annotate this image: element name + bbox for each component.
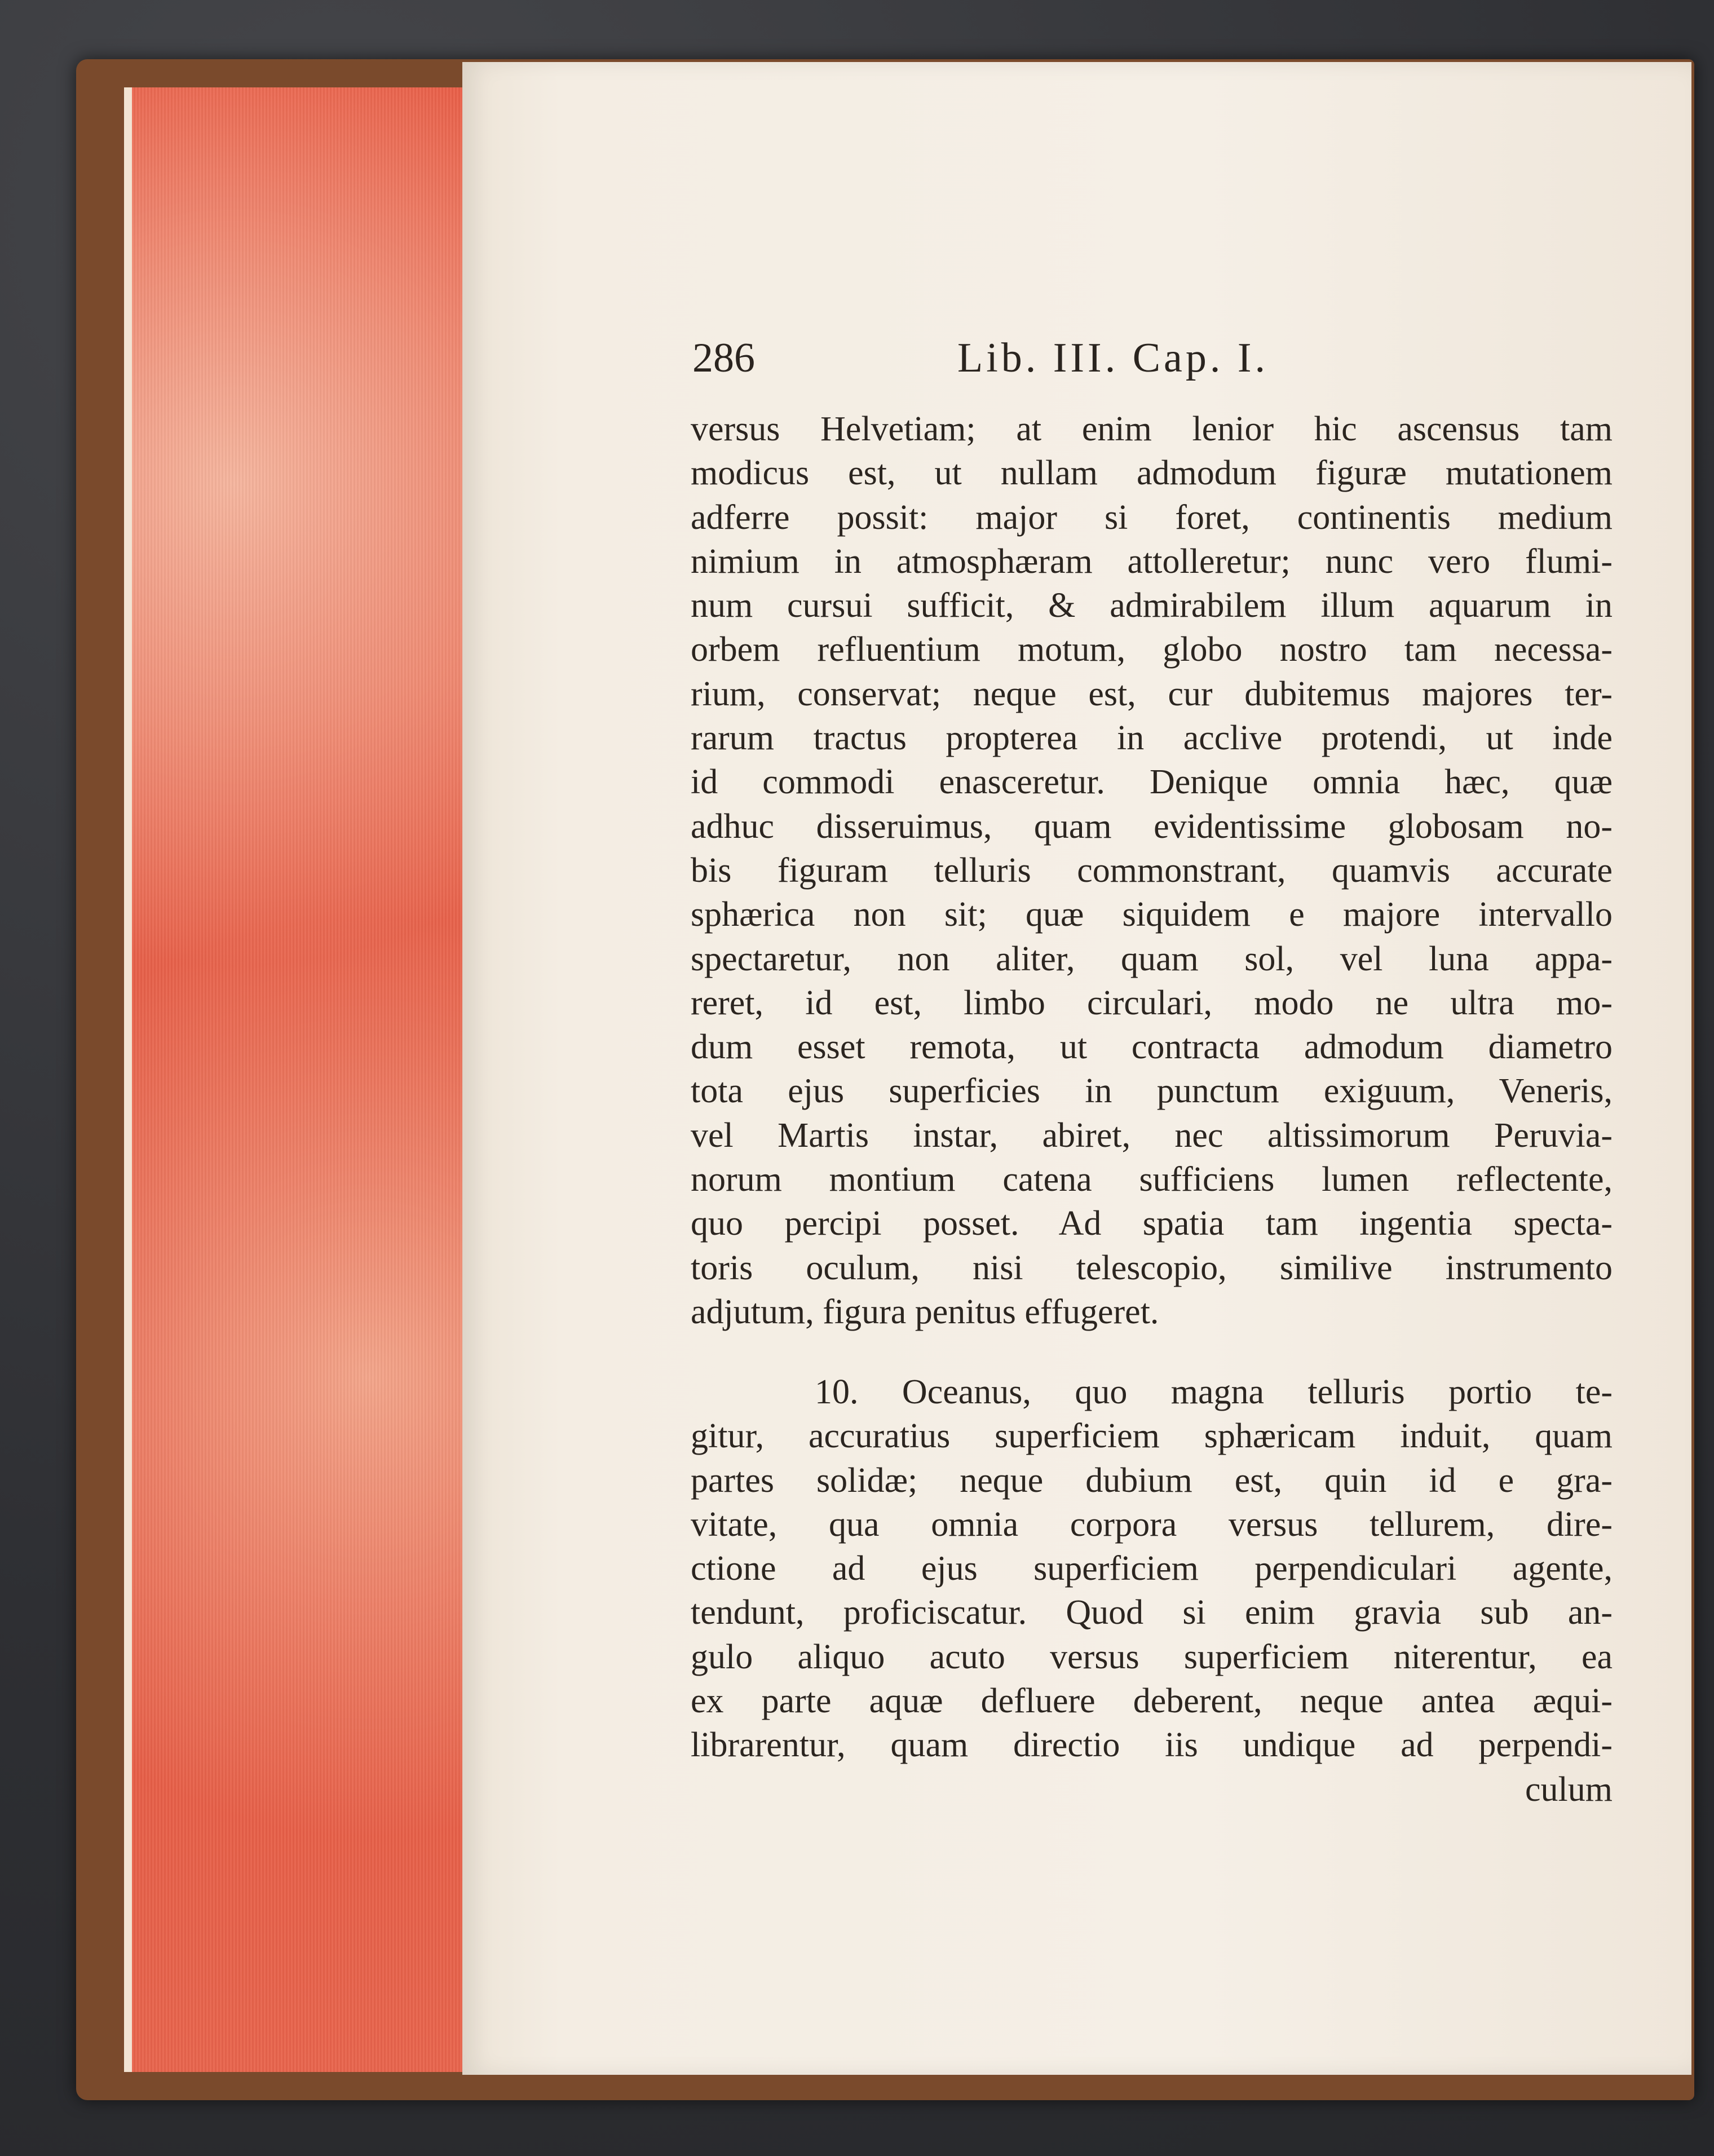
text-line: adhuc disseruimus, quam evidentissime globosam no-: [691, 807, 1613, 846]
text-line: gitur, accuratius superficiem sphæricam induit, quam: [691, 1417, 1613, 1456]
text-line: quo percipi posset. Ad spatia tam ingentia specta-: [691, 1204, 1613, 1243]
text-line: rium, conservat; neque est, cur dubitemus majores ter-: [691, 674, 1613, 713]
text-line: partes solidæ; neque dubium est, quin id e gra-: [691, 1461, 1613, 1500]
text-line: dum esset remota, ut contracta admodum diametro: [691, 1028, 1613, 1067]
text-line: vel Martis instar, abiret, nec altissimorum Peruvia-: [691, 1116, 1613, 1155]
page-number: 286: [692, 335, 755, 381]
text-line: spectaretur, non aliter, quam sol, vel luna appa-: [691, 939, 1613, 978]
text-line: librarentur, quam directio iis undique ad perpendi-: [691, 1726, 1613, 1765]
text-line: modicus est, ut nullam admodum figuræ mutationem: [691, 454, 1613, 493]
text-line: tota ejus superficies in punctum exiguum, Veneris,: [691, 1072, 1613, 1111]
text-line: ex parte aquæ defluere deberent, neque antea æqui-: [691, 1682, 1613, 1721]
text-line: rarum tractus propterea in acclive protendi, ut inde: [691, 719, 1613, 758]
text-line: ctione ad ejus superficiem perpendiculari agente,: [691, 1549, 1613, 1588]
text-line: bis figuram telluris commonstrant, quamvis accurate: [691, 851, 1613, 890]
running-head: [692, 327, 1623, 389]
chapter-heading: Lib. III. Cap. I.: [957, 335, 1269, 381]
text-line: gulo aliquo acuto versus superficiem niterentur, ea: [691, 1637, 1613, 1676]
text-line: orbem refluentium motum, globo nostro tam necessa-: [691, 630, 1613, 669]
paragraph-2: [691, 1370, 1613, 1812]
page-edges: [124, 87, 470, 2072]
catchword: culum: [1525, 1770, 1613, 1809]
text-line: reret, id est, limbo circulari, modo ne ultra mo-: [691, 983, 1613, 1022]
text-line: nimium in atmosphæram attolleretur; nunc vero flumi-: [691, 542, 1613, 581]
text-line: tendunt, proficiscatur. Quod si enim gravia sub an-: [691, 1593, 1613, 1632]
text-line: adjutum, figura penitus effugeret.: [691, 1292, 1159, 1331]
text-line: num cursui sufficit, & admirabilem illum aquarum in: [691, 586, 1613, 625]
text-line: id commodi enasceretur. Denique omnia hæc, quæ: [691, 763, 1613, 802]
text-line: 10. Oceanus, quo magna telluris portio te-: [815, 1373, 1613, 1411]
paragraph-1: [691, 407, 1613, 1334]
text-line: sphærica non sit; quæ siquidem e majore intervallo: [691, 895, 1613, 934]
text-line: versus Helvetiam; at enim lenior hic ascensus tam: [691, 410, 1613, 448]
text-line: norum montium catena sufficiens lumen reflectente,: [691, 1160, 1613, 1199]
text-line: adferre possit: major si foret, continentis medium: [691, 498, 1613, 537]
text-line: toris oculum, nisi telescopio, similive instrumento: [691, 1248, 1613, 1287]
text-line: vitate, qua omnia corpora versus tellurem, dire-: [691, 1505, 1613, 1544]
